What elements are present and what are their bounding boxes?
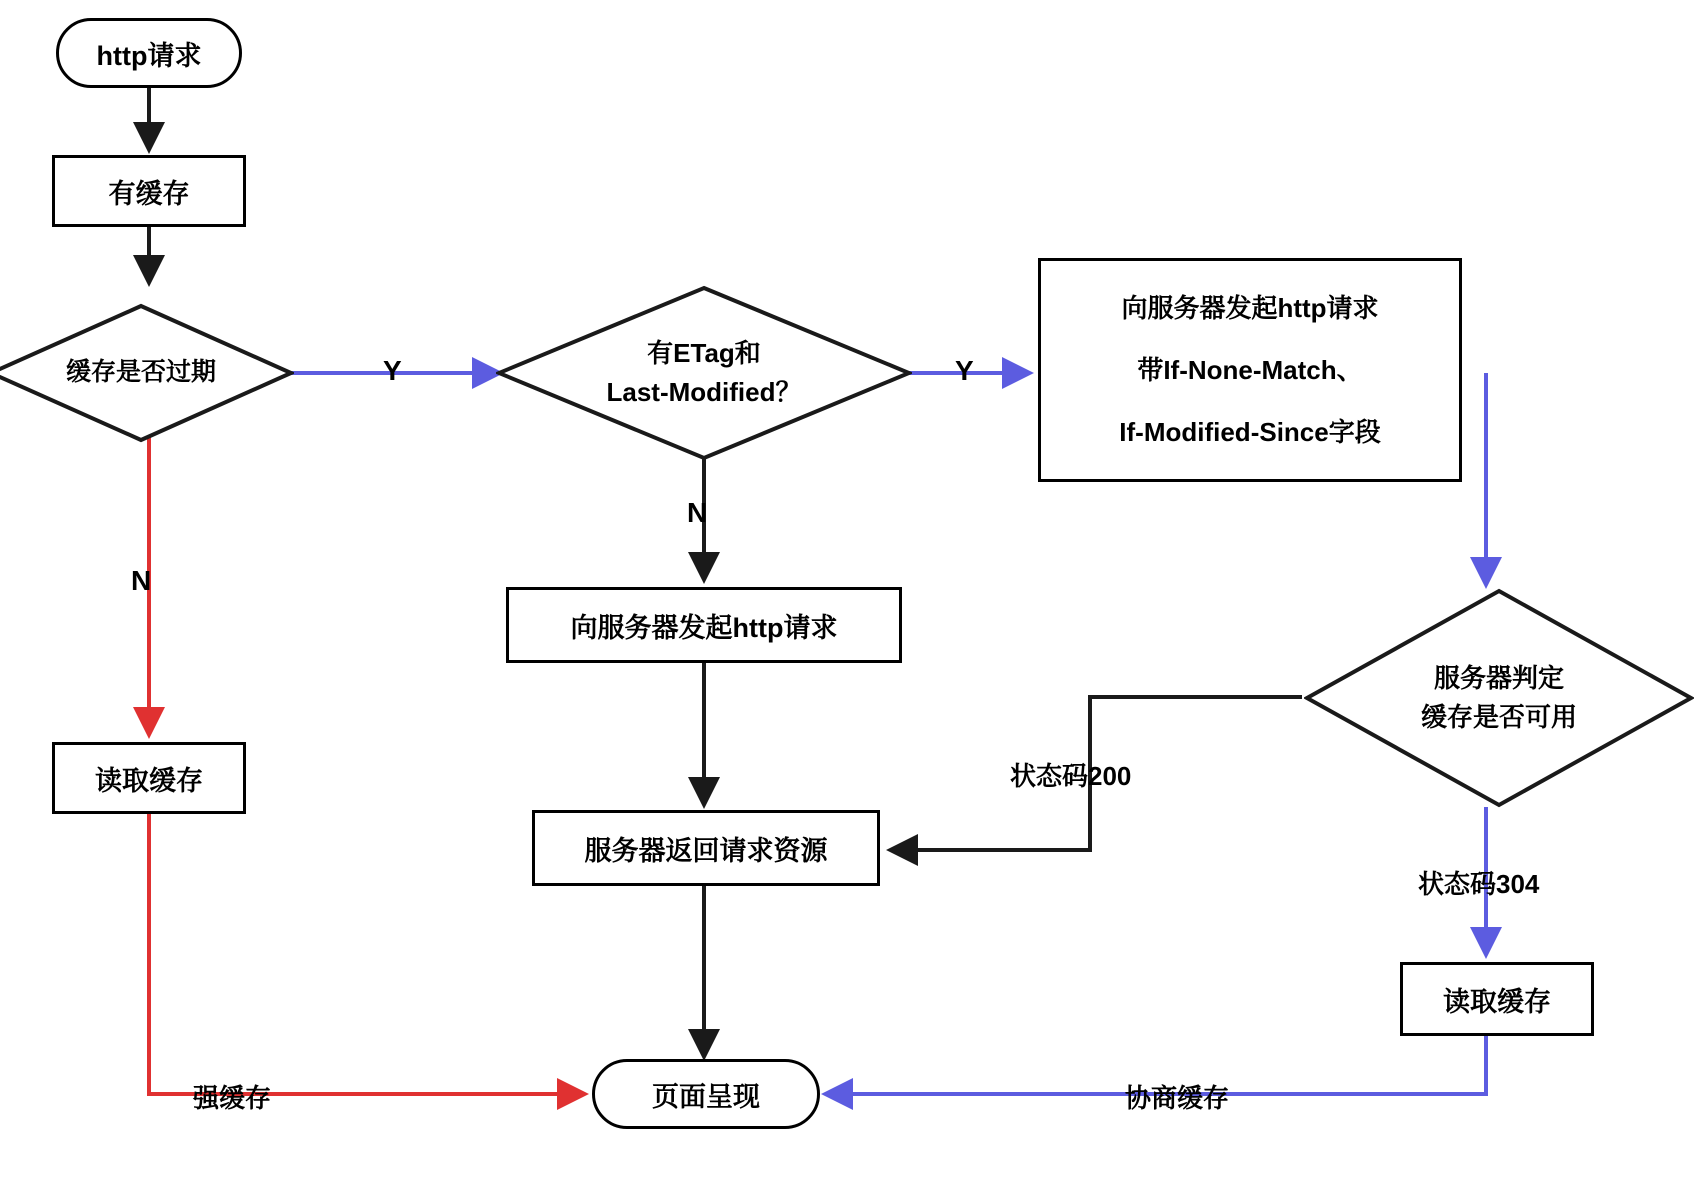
node-has-etag[interactable] — [496, 285, 912, 461]
node-conditional-request[interactable] — [1038, 258, 1462, 482]
node-server-return-resource-label: 服务器返回请求资源 — [584, 835, 828, 866]
node-read-cache-left[interactable] — [52, 742, 246, 814]
node-server-return-resource[interactable] — [532, 810, 880, 886]
node-has-etag-label-line1: 有ETag和 — [647, 338, 761, 368]
edge-label-status-200: 状态码200 — [1010, 761, 1132, 791]
node-conditional-request-line1: 向服务器发起http请求 — [1121, 292, 1379, 323]
node-request-server[interactable] — [506, 587, 902, 663]
edge-label-status-304: 状态码304 — [1418, 869, 1540, 899]
node-has-cache-label: 有缓存 — [108, 178, 190, 209]
node-server-judge-label — [1421, 659, 1577, 737]
edge-label-expired-no: N — [131, 565, 152, 596]
edge-label-etag-yes: Y — [955, 355, 974, 386]
node-cache-expired-label: 缓存是否过期 — [65, 358, 216, 387]
node-has-etag-label — [607, 334, 802, 412]
node-page-render[interactable] — [592, 1059, 820, 1129]
node-conditional-request-line3: If-Modified-Since字段 — [1119, 417, 1381, 448]
node-conditional-request-line2: 带If-None-Match、 — [1137, 354, 1363, 385]
edge-label-negotiate-cache: 协商缓存 — [1125, 1083, 1230, 1113]
node-http-request-label: http请求 — [96, 40, 202, 71]
node-server-judge[interactable] — [1304, 588, 1694, 808]
edge-label-expired-yes: Y — [383, 355, 402, 386]
node-has-etag-label-line2: Last-Modified？ — [606, 377, 802, 407]
node-has-cache[interactable] — [52, 155, 246, 227]
node-cache-expired[interactable] — [0, 303, 294, 443]
node-read-cache-left-label: 读取缓存 — [95, 765, 203, 796]
node-page-render-label: 页面呈现 — [652, 1081, 760, 1112]
node-server-judge-line2: 缓存是否可用 — [1420, 702, 1577, 732]
node-request-server-label: 向服务器发起http请求 — [570, 612, 838, 643]
edge-readcache-strong-to-page — [149, 813, 585, 1094]
node-read-cache-right-label: 读取缓存 — [1443, 986, 1551, 1017]
edge-label-strong-cache: 强缓存 — [193, 1083, 272, 1113]
edge-label-etag-no: N — [687, 497, 708, 528]
node-read-cache-right[interactable] — [1400, 962, 1594, 1036]
node-http-request[interactable] — [56, 18, 242, 88]
node-server-judge-line1: 服务器判定 — [1433, 663, 1564, 693]
